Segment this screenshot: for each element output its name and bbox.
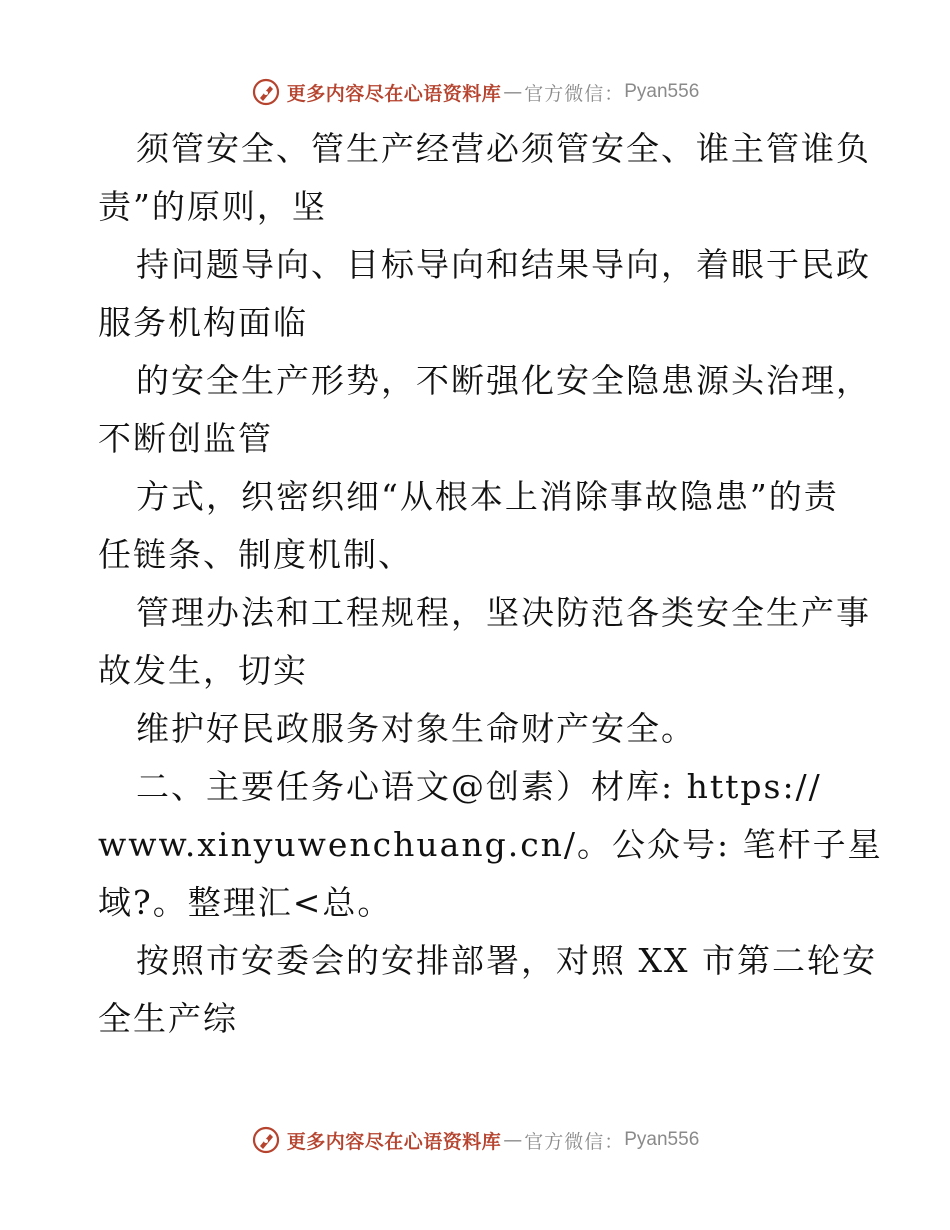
body-line: 任链条、制度机制、: [98, 535, 413, 574]
pen-circle-logo-icon: [251, 77, 281, 107]
body-line: 持问题导向、目标导向和结果导向，着眼于民政: [136, 245, 871, 284]
watermark-dash: —: [503, 1129, 523, 1151]
body-line: 维护好民政服务对象生命财产安全。: [136, 709, 696, 748]
body-line: 的安全生产形势，不断强化安全隐患源头治理，: [136, 361, 871, 400]
body-line: 按照市安委会的安排部署，对照 XX 市第二轮安: [136, 941, 877, 980]
body-line: 全生产综: [98, 999, 238, 1038]
section-heading-line: 二、主要任务心语文@创素）材库: https://: [136, 767, 822, 806]
body-line: www.xinyuwenchuang.cn/。公众号: 笔杆子星: [98, 825, 883, 864]
body-line: 须管安全、管生产经营必须管安全、谁主管谁负: [136, 129, 871, 168]
watermark-wechat-id: Pyan556: [624, 81, 700, 102]
watermark-official-label: 官方微信：: [524, 1130, 625, 1153]
pen-circle-logo-icon: [251, 1125, 281, 1155]
document-body: [98, 120, 883, 1048]
watermark-official-label: 官方微信：: [524, 82, 625, 105]
watermark-dash: —: [503, 81, 523, 103]
footer-watermark: [0, 1120, 950, 1160]
watermark-wechat-id: Pyan556: [624, 1129, 700, 1150]
body-line: 责”的原则，坚: [98, 187, 327, 226]
watermark-site-text: 更多内容尽在心语资料库: [286, 1130, 502, 1153]
body-line: 服务机构面临: [98, 303, 308, 342]
header-watermark: [0, 72, 950, 112]
watermark-site-text: 更多内容尽在心语资料库: [286, 82, 502, 105]
body-line: 方式，织密织细“从根本上消除事故隐患”的责: [136, 477, 839, 516]
body-line: 不断创监管: [98, 419, 273, 458]
body-line: 管理办法和工程规程，坚决防范各类安全生产事: [136, 593, 871, 632]
body-line: 故发生，切实: [98, 651, 308, 690]
body-line: 域?。整理汇<总。: [98, 883, 393, 922]
